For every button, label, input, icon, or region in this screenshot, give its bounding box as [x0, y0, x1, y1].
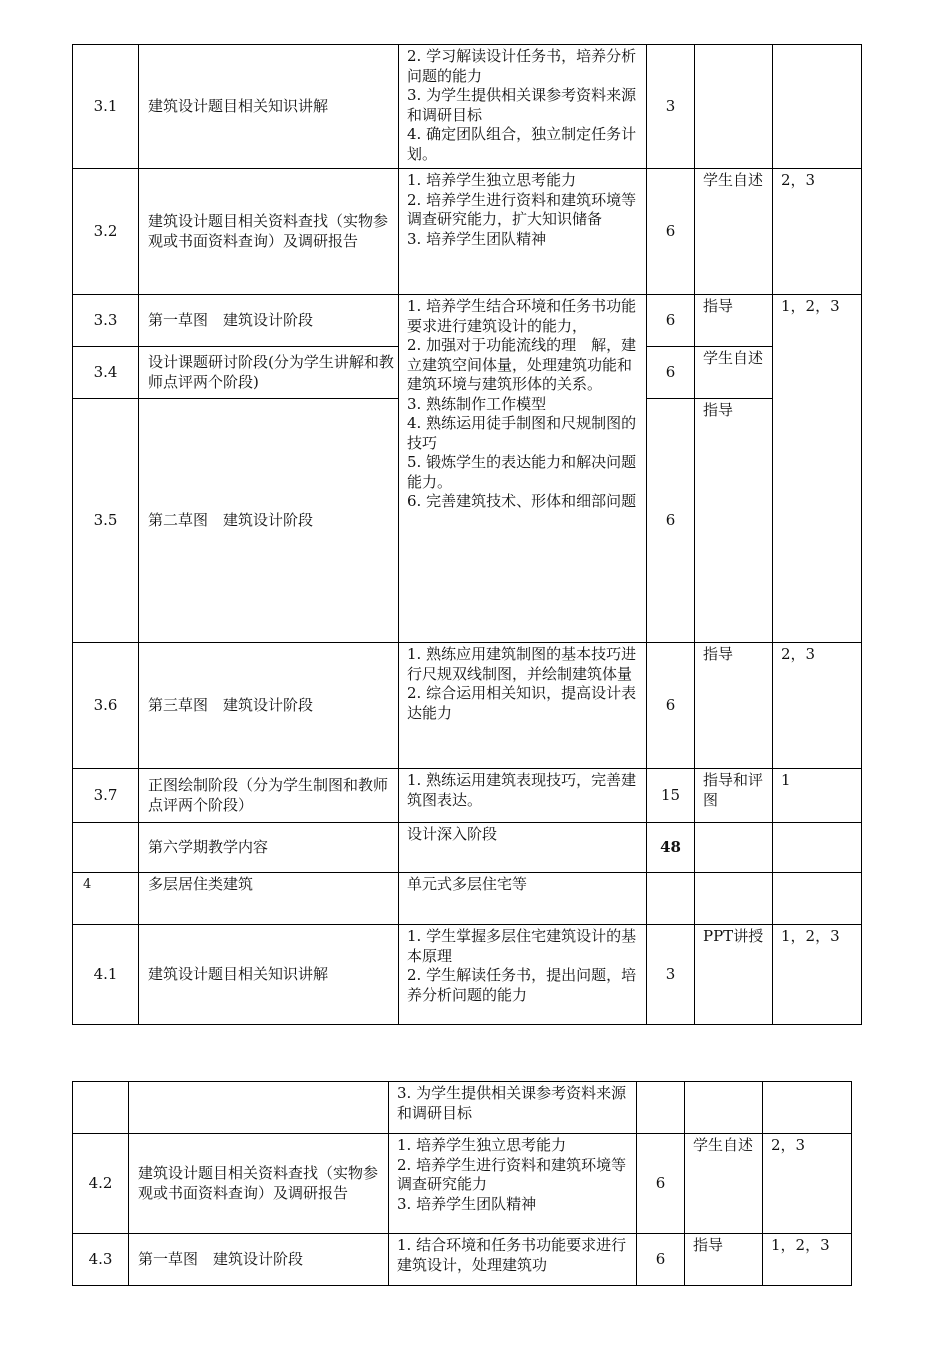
row-number: 3.7	[73, 769, 139, 823]
row-goals: 单元式多层住宅等	[399, 873, 647, 925]
row-classes: 2，3	[773, 169, 862, 295]
teaching-plan-table-1	[72, 44, 862, 1025]
row-content: 建筑设计题目相关资料查找（实物参观或书面资料查询）及调研报告	[129, 1134, 389, 1234]
row-hours: 48	[647, 823, 695, 873]
row-method: 指导	[685, 1234, 763, 1286]
row-number: 3.3	[73, 295, 139, 347]
row-classes: 1，2，3	[763, 1234, 852, 1286]
row-number: 4.2	[73, 1134, 129, 1234]
row-goals-shared: 1. 培养学生结合环境和任务书功能要求进行建筑设计的能力， 2. 加强对于功能流线的理 解，建立建筑空间体量，处理建筑功能和建筑环境与建筑形体的关系。 3. 熟练制作工作模型 4. 熟练运用徒手制图和尺规制图的技巧 5. 锻炼学生的表达能力和解决问题能力。 6. 完善建筑技术、形体和细部问题	[399, 295, 647, 643]
row-hours: 6	[647, 399, 695, 643]
row-classes: 2，3	[763, 1134, 852, 1234]
row-content: 第二草图 建筑设计阶段	[139, 399, 399, 643]
row-hours: 6	[647, 347, 695, 399]
table-row	[73, 1082, 852, 1134]
table-row	[73, 823, 862, 873]
row-number: 3.4	[73, 347, 139, 399]
table-row	[73, 1134, 852, 1234]
row-goals: 1. 学生掌握多层住宅建筑设计的基本原理 2. 学生解读任务书，提出问题，培养分析问题的能力	[399, 925, 647, 1025]
row-content: 多层居住类建筑	[139, 873, 399, 925]
row-hours: 6	[647, 295, 695, 347]
row-hours: 3	[647, 45, 695, 169]
row-method: 指导	[695, 399, 773, 643]
teaching-plan-table-2	[72, 1081, 852, 1286]
row-content: 第六学期教学内容	[139, 823, 399, 873]
row-content	[129, 1082, 389, 1134]
row-goals: 1. 培养学生独立思考能力 2. 培养学生进行资料和建筑环境等调查研究能力，扩大知识储备 3. 培养学生团队精神	[399, 169, 647, 295]
row-content: 第一草图 建筑设计阶段	[129, 1234, 389, 1286]
row-number: 3.6	[73, 643, 139, 769]
row-classes	[773, 45, 862, 169]
row-method: 学生自述	[695, 169, 773, 295]
row-number: 3.2	[73, 169, 139, 295]
row-classes: 1，2，3	[773, 925, 862, 1025]
table-row	[73, 925, 862, 1025]
row-method: 学生自述	[685, 1134, 763, 1234]
row-method	[695, 873, 773, 925]
row-content: 第一草图 建筑设计阶段	[139, 295, 399, 347]
row-content: 第三草图 建筑设计阶段	[139, 643, 399, 769]
row-number: 4.3	[73, 1234, 129, 1286]
row-method: 指导和评图	[695, 769, 773, 823]
row-hours: 6	[637, 1134, 685, 1234]
row-number	[73, 1082, 129, 1134]
row-classes: 1，2，3	[773, 295, 862, 643]
table-row	[73, 873, 862, 925]
row-hours	[647, 873, 695, 925]
row-goals: 1. 熟练应用建筑制图的基本技巧进行尺规双线制图，并绘制建筑体量 2. 综合运用相关知识，提高设计表达能力	[399, 643, 647, 769]
row-hours	[637, 1082, 685, 1134]
row-goals: 3. 为学生提供相关课参考资料来源和调研目标	[389, 1082, 637, 1134]
row-number: 4.1	[73, 925, 139, 1025]
row-goals: 1. 结合环境和任务书功能要求进行建筑设计，处理建筑功	[389, 1234, 637, 1286]
row-method: PPT讲授	[695, 925, 773, 1025]
row-classes	[773, 873, 862, 925]
row-method	[695, 823, 773, 873]
row-classes	[763, 1082, 852, 1134]
row-content: 建筑设计题目相关知识讲解	[139, 45, 399, 169]
row-classes: 1	[773, 769, 862, 823]
row-number	[73, 823, 139, 873]
row-content: 建筑设计题目相关知识讲解	[139, 925, 399, 1025]
table-row	[73, 643, 862, 769]
row-hours: 15	[647, 769, 695, 823]
row-goals: 1. 熟练运用建筑表现技巧，完善建筑图表达。	[399, 769, 647, 823]
row-hours: 6	[637, 1234, 685, 1286]
row-method	[695, 45, 773, 169]
row-goals: 1. 培养学生独立思考能力 2. 培养学生进行资料和建筑环境等调查研究能力 3. 培养学生团队精神	[389, 1134, 637, 1234]
row-hours: 6	[647, 169, 695, 295]
table-row	[73, 295, 862, 347]
row-content: 设计课题研讨阶段(分为学生讲解和教师点评两个阶段)	[139, 347, 399, 399]
row-number: 3.1	[73, 45, 139, 169]
table-row	[73, 45, 862, 169]
row-goals: 设计深入阶段	[399, 823, 647, 873]
row-hours: 3	[647, 925, 695, 1025]
row-number: 3.5	[73, 399, 139, 643]
table-row	[73, 169, 862, 295]
row-method: 指导	[695, 643, 773, 769]
row-method: 学生自述	[695, 347, 773, 399]
row-classes: 2，3	[773, 643, 862, 769]
row-content: 正图绘制阶段（分为学生制图和教师点评两个阶段）	[139, 769, 399, 823]
row-goals: 2. 学习解读设计任务书，培养分析问题的能力 3. 为学生提供相关课参考资料来源和调研目标 4. 确定团队组合，独立制定任务计划。	[399, 45, 647, 169]
table-row	[73, 1234, 852, 1286]
row-classes	[773, 823, 862, 873]
row-content: 建筑设计题目相关资料查找（实物参观或书面资料查询）及调研报告	[139, 169, 399, 295]
row-method	[685, 1082, 763, 1134]
row-method: 指导	[695, 295, 773, 347]
row-hours: 6	[647, 643, 695, 769]
table-row	[73, 769, 862, 823]
row-number: 4	[73, 873, 139, 925]
